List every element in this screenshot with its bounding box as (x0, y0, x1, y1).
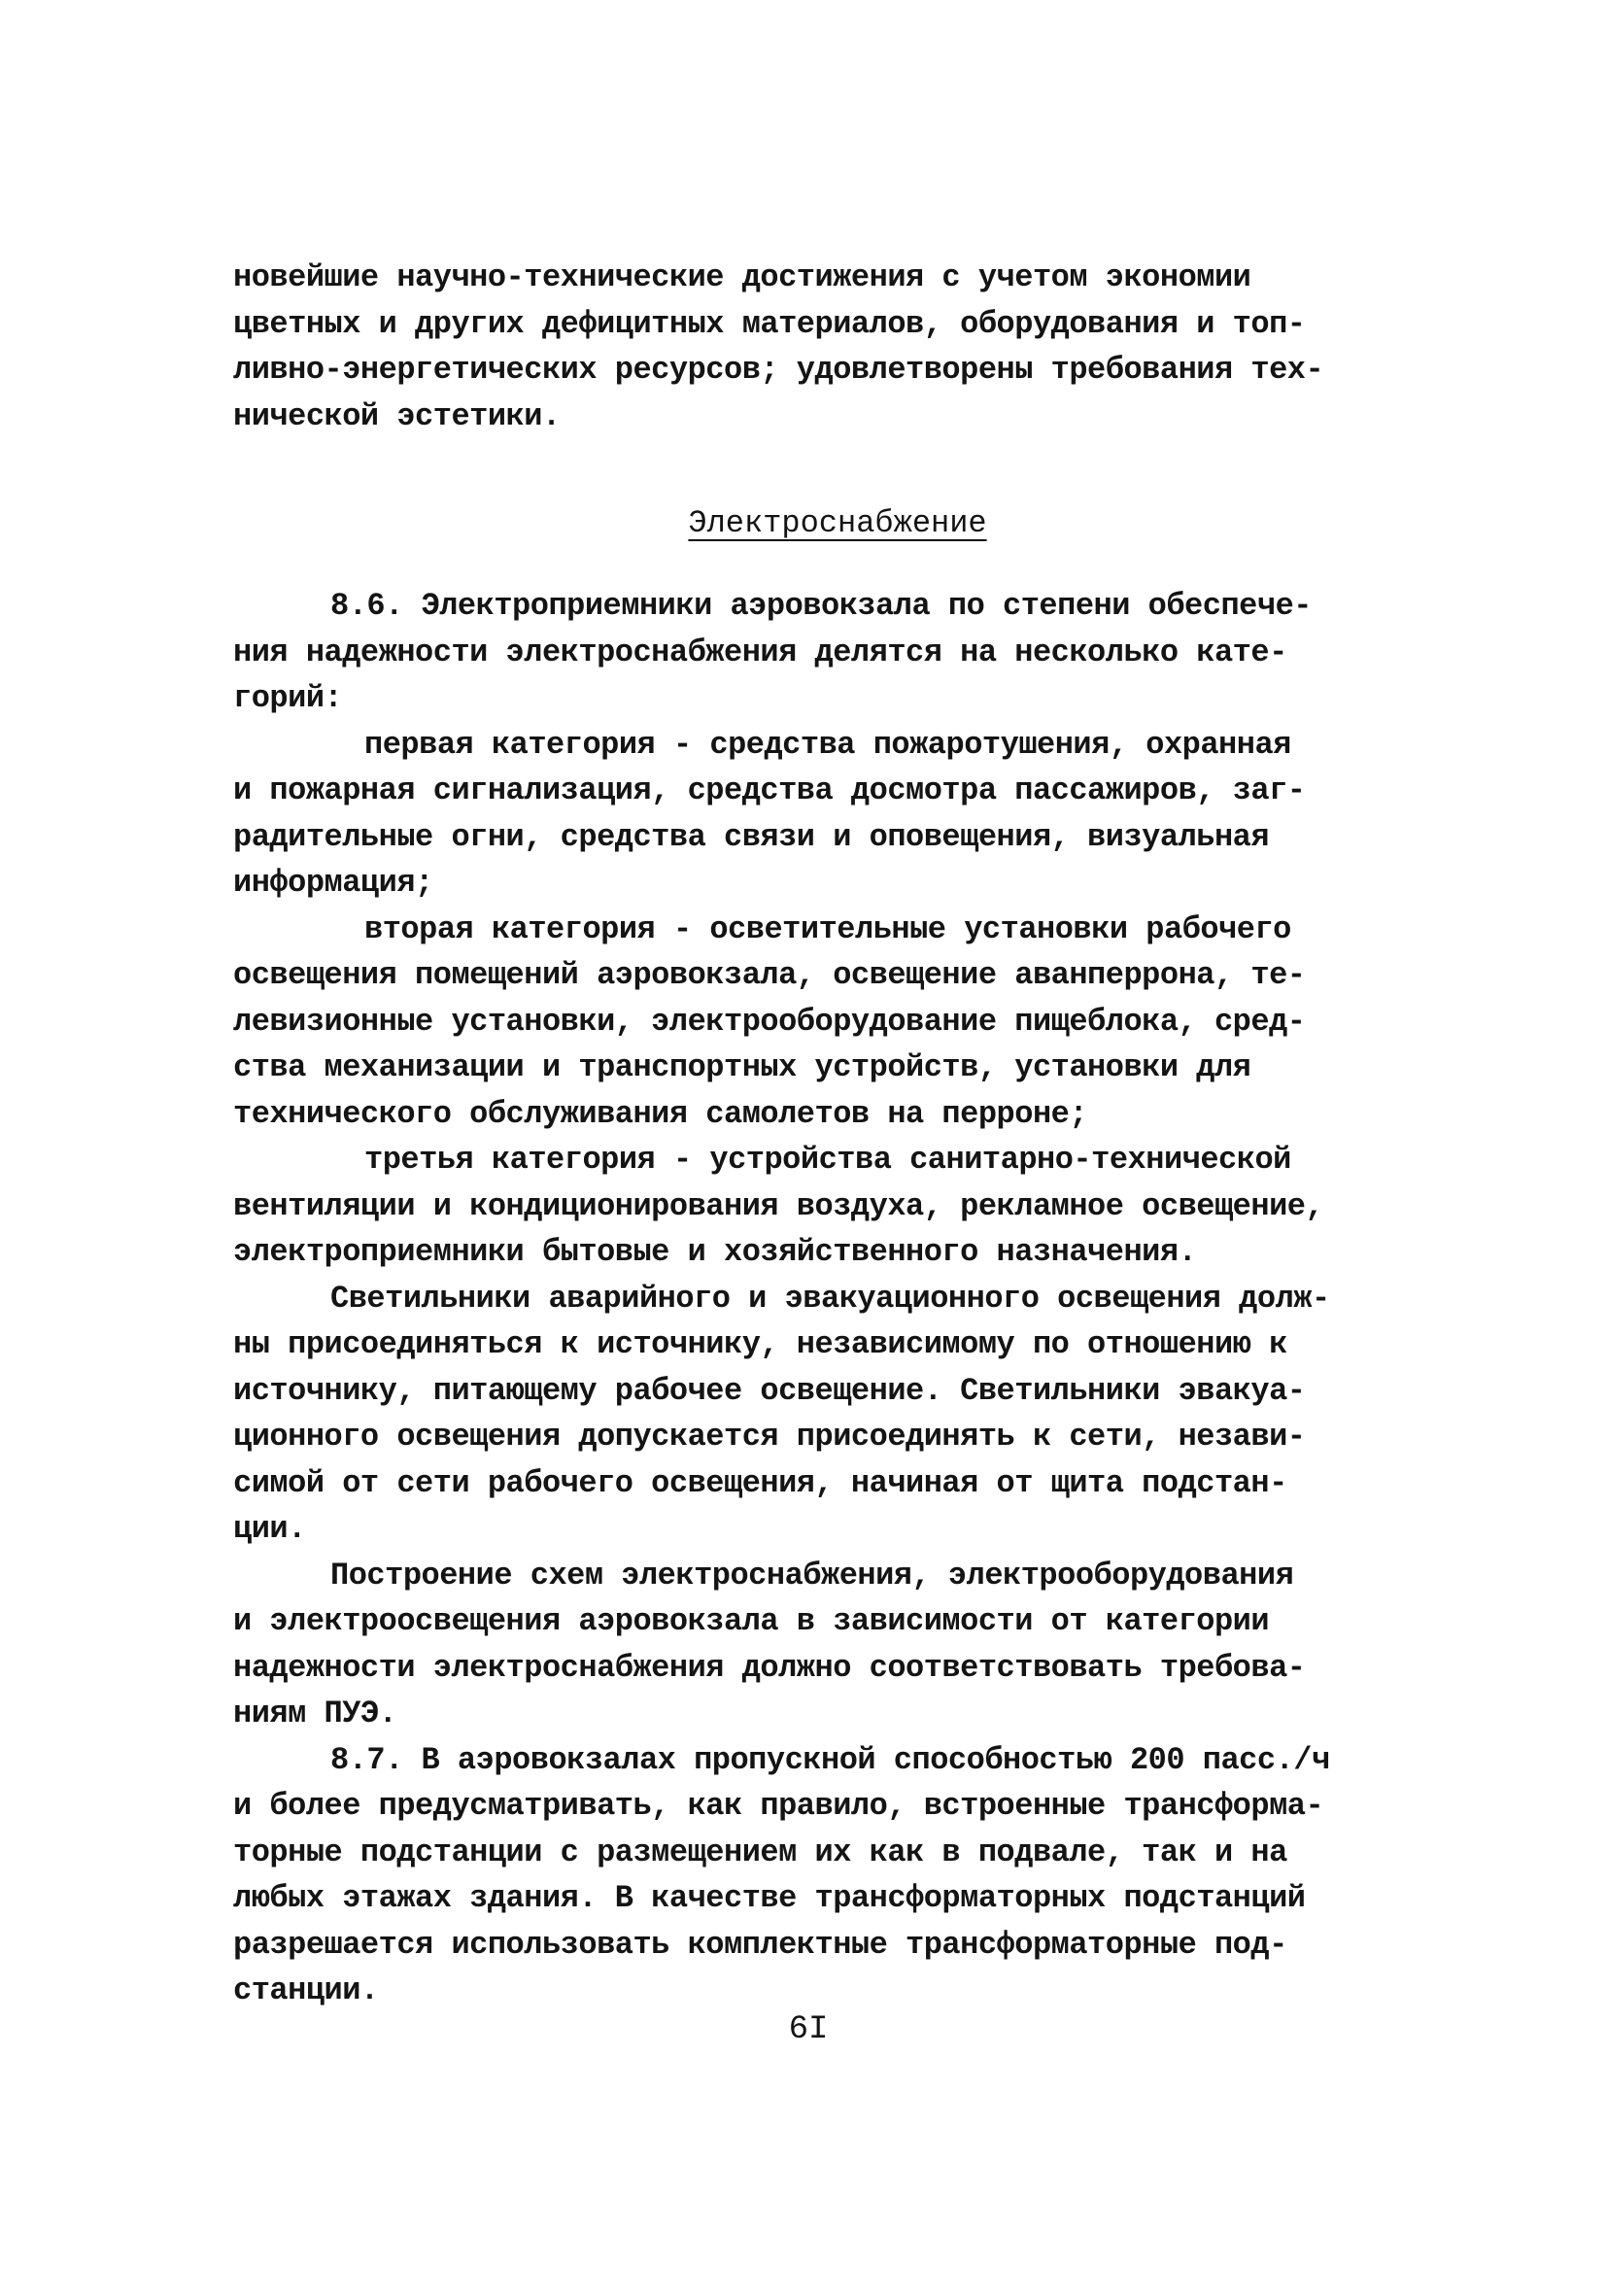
body-line: технического обслуживания самолетов на перроне; (233, 1095, 1088, 1132)
body-line: любых этажах здания. В качестве трансформаторных подстанций (233, 1880, 1306, 1916)
body-line: источнику, питающему рабочее освещение. Светильники эвакуа- (233, 1372, 1306, 1409)
body-line: 8.7. В аэровокзалах пропускной способностью 200 пасс./ч (330, 1741, 1330, 1778)
body-line: горий: (233, 680, 343, 716)
section-body (233, 583, 1380, 2014)
body-line: освещения помещений аэровокзала, освещение аванперрона, те- (233, 957, 1306, 993)
body-line: левизионные установки, электрооборудование пищеблока, сред- (233, 1003, 1306, 1040)
body-line: ции. (233, 1511, 306, 1547)
body-line: торные подстанции с размещением их как в подвале, так и на (233, 1833, 1287, 1870)
body-line: Построение схем электроснабжения, электрооборудования (330, 1557, 1294, 1593)
body-line: ства механизации и транспортных устройств, установки для (233, 1049, 1251, 1085)
body-line: и более предусматривать, как правило, встроенные трансформа- (233, 1788, 1324, 1824)
intro-paragraph (233, 255, 1380, 439)
body-line: первая категория - средства пожаротушения, охранная (364, 726, 1291, 763)
body-line: разрешается использовать комплектные трансформаторные под- (233, 1926, 1287, 1963)
body-line: 8.6. Электроприемники аэровокзала по степени обеспече- (330, 588, 1312, 624)
body-line: ниям ПУЭ. (233, 1696, 397, 1731)
body-line: ния надежности электроснабжения делятся на несколько кате- (233, 634, 1287, 670)
page-number: 6I (788, 2011, 829, 2048)
body-line: электроприемники бытовые и хозяйственного назначения. (233, 1234, 1197, 1270)
body-line: и пожарная сигнализация, средства досмотра пассажиров, заг- (233, 772, 1306, 808)
body-line: ционного освещения допускается присоединять к сети, незави- (233, 1419, 1306, 1455)
intro-line: новейшие научно-технические достижения с учетом экономии (233, 259, 1251, 295)
body-line: вторая категория - осветительные установки рабочего (364, 910, 1291, 947)
section-heading-text: Электроснабжение (688, 505, 987, 541)
body-line: радительные огни, средства связи и оповещения, визуальная (233, 818, 1270, 855)
body-line: вентиляции и кондиционирования воздуха, рекламное освещение, (233, 1187, 1324, 1224)
intro-line: цветных и других дефицитных материалов, оборудования и топ- (233, 305, 1306, 342)
intro-line: нической эстетики. (233, 397, 561, 434)
body-line: симой от сети рабочего освещения, начиная от щита подстан- (233, 1464, 1287, 1501)
body-line: надежности электроснабжения должно соответствовать требова- (233, 1649, 1306, 1686)
body-line: третья категория - устройства санитарно-технической (364, 1142, 1291, 1178)
body-line: информация; (233, 865, 433, 901)
body-line: Светильники аварийного и эвакуационного освещения долж- (330, 1280, 1330, 1317)
body-line: станции. (233, 1972, 379, 2008)
section-heading (0, 500, 1607, 547)
body-line: и электроосвещения аэровокзала в зависимости от категории (233, 1603, 1270, 1639)
body-line: ны присоединяться к источнику, независимому по отношению к (233, 1326, 1287, 1362)
intro-line: ливно-энергетических ресурсов; удовлетворены требования тех- (233, 352, 1324, 388)
